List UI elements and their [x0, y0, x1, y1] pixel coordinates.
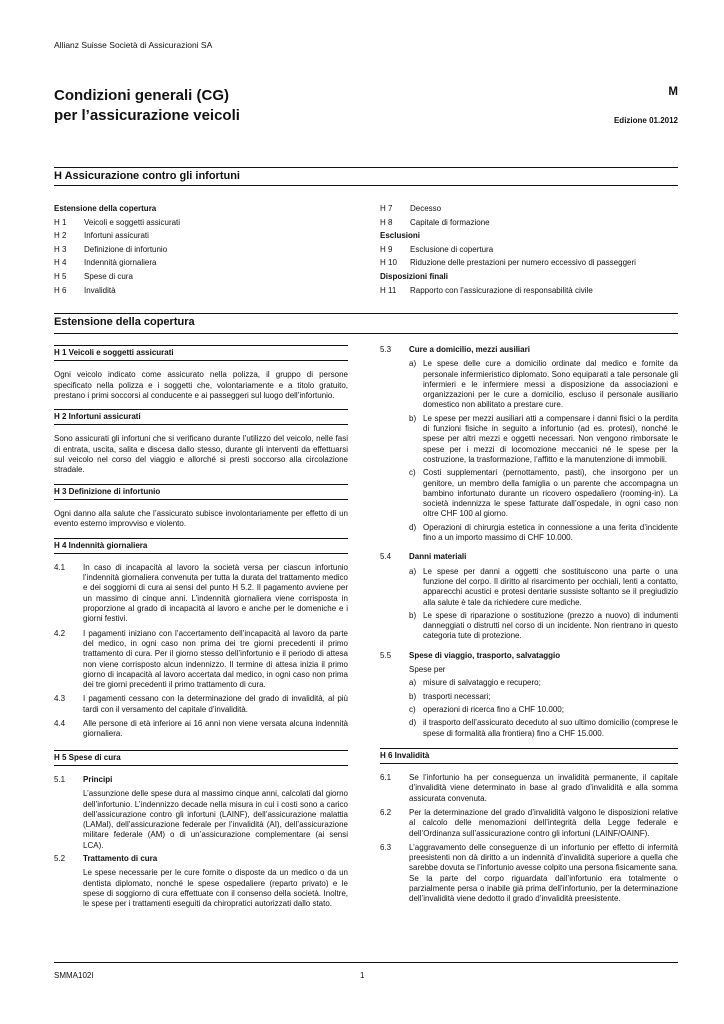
- toc-entry-number: H 7: [380, 204, 393, 213]
- h5-2-heading: [54, 854, 348, 864]
- h5-1-heading: [54, 775, 348, 785]
- h5-5-number: 5.5: [380, 650, 392, 660]
- clause-number: 4.2: [54, 628, 66, 638]
- h3-title: H 3 Definizione di infortunio: [54, 484, 348, 500]
- item-text: Le spese per danni a oggetti che sostituiscono una parte o una funzione del corpo. Il diritto al risarcimento per occhiali, lenti a contatto, apparecchi acustici e protesi dentarie sussiste soltanto se il pregiudizio alla salute è tale da richiedere cure mediche.: [423, 566, 678, 607]
- clause-number: 4.3: [54, 694, 66, 704]
- toc-entry: [54, 216, 180, 230]
- toc-group-header: Disposizioni finali: [380, 271, 449, 281]
- title-line-1: Condizioni generali (CG): [54, 87, 229, 104]
- h6-list: [380, 773, 678, 905]
- item-letter: a): [409, 359, 417, 369]
- item-text: misure di salvataggio e recupero;: [423, 678, 541, 688]
- h2-title: H 2 Infortuni assicurati: [54, 409, 348, 425]
- toc-entry: [380, 202, 636, 216]
- item-text: Operazioni di chirurgia estetica in connessione a una ferita d’incidente fino a un importo massimo di CHF 10.000.: [423, 522, 678, 543]
- clause-text: I pagamenti cessano con la determinazione del grado di invalidità, al più tardi con il versamento del capitale d’invalidità.: [83, 694, 348, 714]
- toc-entry-number: H 6: [54, 285, 67, 295]
- numbered-clause: [54, 694, 348, 715]
- item-text: Le spese per mezzi ausiliari atti a compensare i danni fisici o la perdita di funzioni fisiche in seguito a infortunio (ad es. protesi), nonché le spese per altri mezzi e oggetti necessari. Non vengono rimborsate le spese per i mezzi di locomozione meccanici né le spese per la costruzione, la trasformazione, l’affitto e la manutenzione di immobili.: [423, 413, 678, 464]
- toc-entry-label: Spese di cura: [84, 271, 133, 281]
- toc-group-header: Esclusioni: [380, 231, 421, 241]
- numbered-clause: [54, 563, 348, 625]
- clause-text: Per la determinazione del grado d’invalidità valgono le disposizioni relative al calcolo delle menomazioni dell’integrità della Legge federale e dell’Ordinanza sull’assicurazione contro gli infortuni (LAINF/OAINF).: [409, 807, 678, 838]
- clause-text: Alle persone di età inferiore ai 16 anni non viene versata alcuna indennità giornaliera.: [83, 719, 348, 739]
- h1-text: Ogni veicolo indicato come assicurato nella polizza, il gruppo di persone specificato nella polizza e i soggetti che, volontariamente e a titolo gratuito, prestano i primi soccorsi al conducente e ai passeggeri sul luogo dell’infortunio.: [54, 370, 348, 400]
- toc-entry: [54, 229, 180, 243]
- item-text: Le spese di riparazione o sostituzione (prezzo a nuovo) di indumenti danneggiati o distrutti nel corso di un incidente. Non rientrano in questo categoria tute di protezione.: [423, 610, 678, 641]
- clause-text: In caso di incapacità al lavoro la società versa per ciascun infortunio l’indennità giornaliera convenuta per tutta la durata del trattamento medico e dei soggiorni di cura ai sensi del punto H 5.2. Il pagamento avviene per un massimo di cinque anni. L’indennità giornaliera viene corrisposta in proporzione al grado di incapacità al lavoro e anche per le domeniche e i giorni festivi.: [83, 562, 348, 624]
- toc-entry-label: Esclusione di copertura: [410, 244, 494, 254]
- clause-number: 6.2: [380, 807, 392, 817]
- lettered-item: [380, 468, 678, 519]
- lettered-item: [380, 567, 678, 608]
- h4-list: [54, 563, 348, 740]
- toc-entry: [380, 270, 636, 284]
- toc-entry-label: Riduzione delle prestazioni per numero eccessivo di passeggeri: [410, 258, 636, 268]
- item-text: Costi supplementari (pernottamento, pasti), che insorgono per un genitore, un membro della famiglia o un parente che accompagna un bambino infortunato durante un ricovero ospedaliero (rooming-in). La società indennizza le spese fatturate dall’ospedale, in ogni caso non oltre CHF 100 al giorno.: [423, 468, 678, 519]
- toc-entry-label: Invalidità: [84, 285, 116, 295]
- toc-entry: [54, 202, 180, 216]
- toc-entry-label: Definizione di infortunio: [84, 244, 168, 254]
- h3-text: Ogni danno alla salute che l’assicurato subisce involontariamente per effetto di un evento esterno improvviso e violento.: [54, 508, 348, 529]
- h5-3-number: 5.3: [380, 345, 392, 354]
- toc-entry: [54, 270, 180, 284]
- toc-entry-number: H 5: [54, 271, 67, 281]
- h5-4-number: 5.4: [380, 552, 392, 562]
- toc-entry-label: Decesso: [410, 204, 442, 213]
- toc-entry-label: Rapporto con l’assicurazione di responsabilità civile: [410, 285, 593, 295]
- toc-entry: [54, 243, 180, 257]
- item-text: trasporti necessari;: [423, 691, 491, 701]
- h5-4-heading: [380, 552, 678, 562]
- h4-title: H 4 Indennità giornaliera: [54, 538, 348, 554]
- h5-2-text: Le spese necessarie per le cure fornite o disposte da un medico o da un dentista diplomato, nonché le spese ospedaliere (reparto privato) e le spese di soggiorno di cura effettuate con il consenso della società. Inoltre, le spese per i trattamenti eseguiti da chiropratici autorizzati dallo stato.: [83, 868, 348, 909]
- right-column: [380, 345, 678, 909]
- item-letter: b): [409, 610, 417, 620]
- item-letter: d): [409, 522, 417, 532]
- divider: [54, 313, 678, 314]
- divider: [54, 333, 678, 334]
- toc-right: [380, 202, 636, 297]
- toc-entry-number: H 1: [54, 217, 67, 227]
- h5-3-heading: [380, 345, 678, 355]
- toc-entry-number: H 3: [54, 244, 67, 254]
- h5-5-heading: [380, 651, 678, 661]
- document-code: SMMA102I: [54, 971, 94, 980]
- item-letter: a): [409, 678, 417, 688]
- toc-entry-label: Veicoli e soggetti assicurati: [84, 217, 181, 227]
- lettered-item: [380, 678, 678, 688]
- section-heading: H Assicurazione contro gli infortuni: [54, 170, 240, 182]
- toc-left: [54, 202, 180, 297]
- lettered-item: [380, 523, 678, 544]
- lettered-item: [380, 414, 678, 465]
- h5-title: H 5 Spese di cura: [54, 750, 348, 766]
- item-letter: b): [409, 413, 417, 423]
- toc-entry: [380, 216, 636, 230]
- numbered-clause: [380, 808, 678, 839]
- clause-number: 6.1: [380, 773, 392, 783]
- h5-4-list: [380, 567, 678, 642]
- page-number: 1: [360, 971, 365, 980]
- toc-entry-number: H 9: [380, 244, 393, 254]
- edition-label: Edizione 01.2012: [613, 116, 678, 125]
- item-letter: d): [409, 718, 417, 728]
- h2-text: Sono assicurati gli infortuni che si verificano durante l’utilizzo del veicolo, nelle fasi di entrata, uscita, salita e discesa dallo stesso, durante gli interventi da effettuarsi sul veicolo nel corso del viaggio e allorché si presti soccorso alla circolazione stradale.: [54, 434, 348, 475]
- toc-entry-number: H 11: [380, 285, 397, 295]
- toc-entry: [380, 243, 636, 257]
- coverage-heading: Estensione della copertura: [54, 316, 195, 328]
- item-text: il trasporto dell’assicurato deceduto al suo ultimo domicilio (comprese le spese di formalità alla frontiera) fino a CHF 15.000.: [423, 718, 678, 738]
- toc-entry-number: H 8: [380, 217, 393, 227]
- document-title: [54, 86, 240, 126]
- toc-entry: [54, 256, 180, 270]
- numbered-clause: [54, 629, 348, 691]
- item-text: Le spese delle cure a domicilio ordinate dal medico e fornite da personale infermieristico diplomato. Sono equiparati a tale personale gli infermieri e le infermiere messi a disposizione da associazioni e organizzazioni per le cure a domicilio, escluso il personale ausiliario domestico non abilitato a prestare cure.: [423, 359, 678, 410]
- toc-entry-label: Capitale di formazione: [410, 217, 490, 227]
- h5-5-title: Spese di viaggio, trasporto, salvataggio: [409, 650, 561, 660]
- clause-number: 4.1: [54, 562, 66, 572]
- toc-entry-number: H 2: [54, 231, 67, 241]
- divider: [54, 167, 678, 168]
- clause-text: L’aggravamento delle conseguenze di un infortunio per effetto di infermità preesistenti non dà diritto a un indennità d’invalidità superiore a quella che sarebbe dovuta se l’infortunio avesse colpito una persona fisicamente sana. Se la parte del corpo riguardata dall’infortunio era totalmente o parzialmente persa o inabile già prima dell’infortunio, per la determinazione dell’invalidità viene dedotto il grado d’invalidità preesistente.: [409, 842, 678, 904]
- lettered-item: [380, 611, 678, 642]
- toc-entry: [54, 284, 180, 298]
- company-name: Allianz Suisse Società di Assicurazioni SA: [54, 40, 213, 50]
- item-letter: c): [409, 704, 416, 714]
- toc-entry-number: H 4: [54, 258, 67, 268]
- h5-1-number: 5.1: [54, 774, 66, 784]
- toc-entry-label: Indennità giornaliera: [84, 258, 157, 268]
- clause-number: 4.4: [54, 719, 66, 729]
- toc-entry-number: H 10: [380, 258, 397, 268]
- lettered-item: [380, 359, 678, 410]
- h5-1-text: L’assunzione delle spese dura al massimo cinque anni, calcolati dal giorno dell’infortunio. L’indennizzo decade nella misura in cui i costi sono a carico dell’assicurazione contro gli infortuni (LAINF), dell’assicurazione malattia (LAMal), dell’assicurazione federale per l’invalidità (AI), dell’assicurazione militare federale (AM) o di un’assicurazione complementare (ai sensi LCA).: [83, 789, 348, 850]
- item-letter: a): [409, 566, 417, 576]
- h5-4-title: Danni materiali: [409, 552, 467, 562]
- toc-entry-label: Infortuni assicurati: [84, 231, 149, 241]
- footer-divider: [54, 962, 678, 963]
- clause-text: Se l’infortunio ha per conseguenza un invalidità permanente, il capitale d’invalidità viene determinato in base al grado d’invalidità e alla somma assicurata convenuta.: [409, 773, 678, 803]
- left-column: [54, 345, 348, 912]
- lettered-item: [380, 705, 678, 715]
- divider: [54, 185, 678, 186]
- h5-5-list: [380, 678, 678, 738]
- h5-3-title: Cure a domicilio, mezzi ausiliari: [409, 345, 530, 354]
- section-letter: M: [668, 86, 678, 98]
- h5-5-intro: Spese per: [409, 665, 446, 675]
- numbered-clause: [54, 719, 348, 740]
- item-text: operazioni di ricerca fino a CHF 10.000;: [423, 704, 564, 714]
- lettered-item: [380, 692, 678, 702]
- h5-1-title: Principi: [83, 774, 113, 784]
- toc-entry: [380, 256, 636, 270]
- h5-2-number: 5.2: [54, 853, 66, 863]
- toc-group-header: Estensione della copertura: [54, 204, 157, 213]
- title-line-2: per l’assicurazione veicoli: [54, 107, 240, 124]
- h5-3-list: [380, 359, 678, 543]
- h6-title: H 6 Invalidità: [380, 748, 678, 764]
- clause-text: I pagamenti iniziano con l’accertamento dell’incapacità al lavoro da parte del medico, in ogni caso non prima dei tre giorni precedenti il primo trattamento di cura. Per il giorno stesso dell’infortunio e il periodo di attesa non viene corrisposto alcun indennizzo. Il termine di attesa inizia il primo giorno di incapacità al lavoro accertata dal medico, in ogni caso non prima dei tre giorni precedenti il primo trattamento di cura.: [83, 628, 348, 690]
- h5-2-title: Trattamento di cura: [83, 853, 158, 863]
- toc-entry: [380, 229, 636, 243]
- numbered-clause: [380, 843, 678, 905]
- numbered-clause: [380, 773, 678, 804]
- h1-title: H 1 Veicoli e soggetti assicurati: [54, 345, 348, 361]
- item-letter: c): [409, 468, 416, 478]
- item-letter: b): [409, 691, 417, 701]
- clause-number: 6.3: [380, 842, 392, 852]
- lettered-item: [380, 718, 678, 739]
- toc-entry: [380, 284, 636, 298]
